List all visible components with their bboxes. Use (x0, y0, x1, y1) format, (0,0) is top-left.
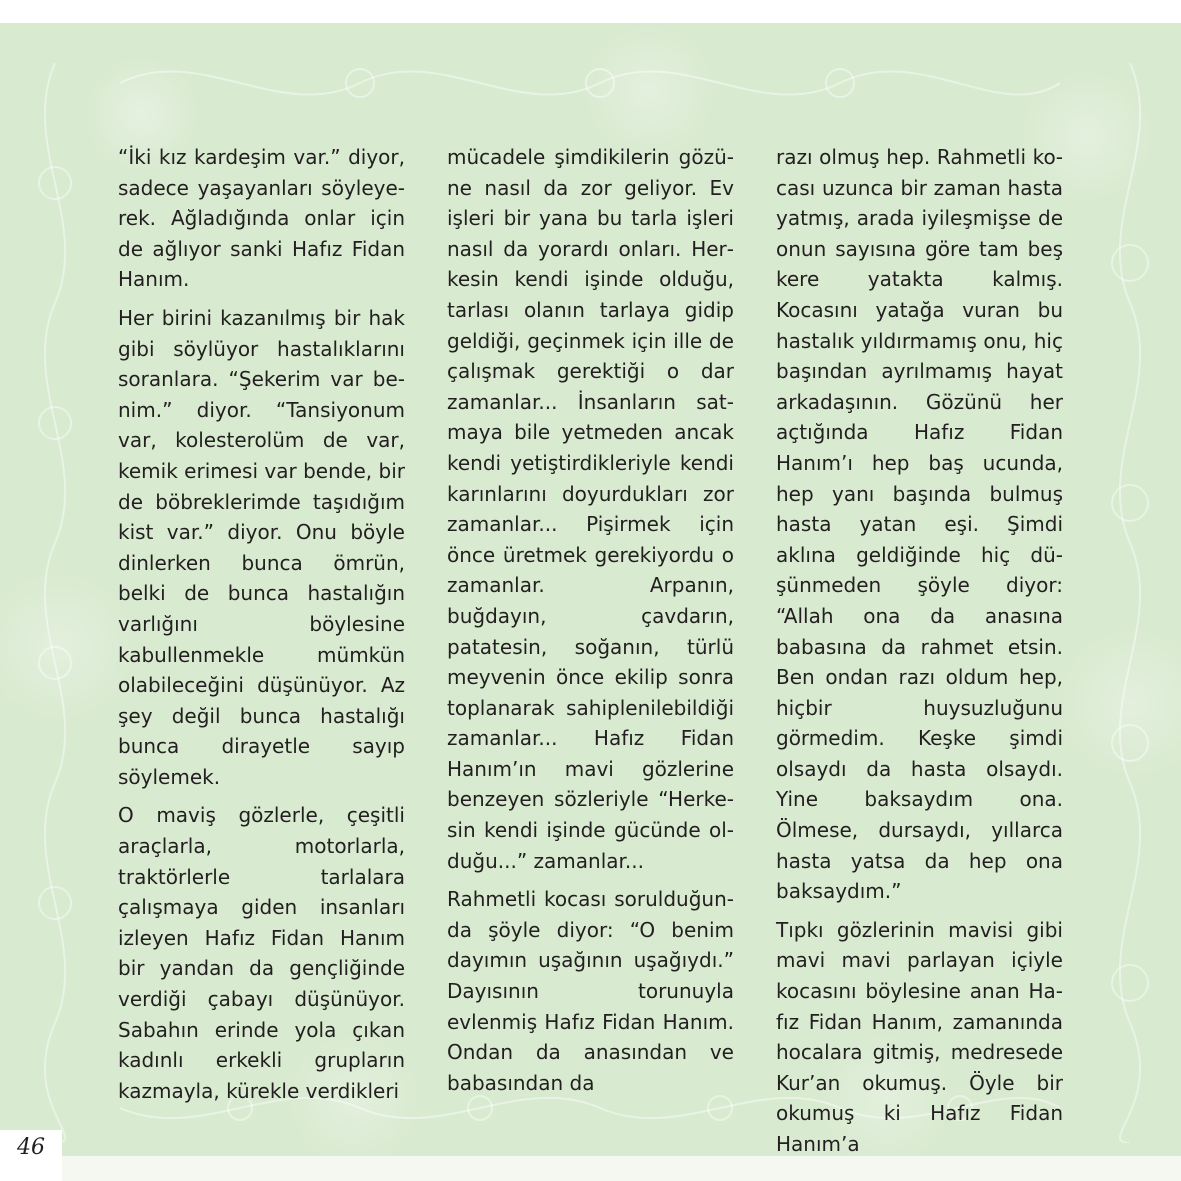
floral-ornament-right (1085, 63, 1175, 1143)
paragraph: mücadele şimdikilerin gözüne nasıl da zor geliyor. Ev işleri bir yana bu tarla işleri nasıl da yorardı onları. Herkesin kendi işinde olduğu, tarlası olanın tarlaya gidip geldiği, geçinmek için ille de çalışmak gerektiği o dar zamanlar... İnsanların satmaya bile yetmeden ancak kendi yetiştirdikleriyle kendi karınlarını doyurdukları zor zamanlar... Pişirmek için önce üretmek gerekiyordu o zamanlar. Arpanın, buğdayın, çavdarın, patatesin, soğanın, türlü meyvenin önce ekilip sonra toplanarak sahiplenilebildiği zamanlar... Hafız Fidan Hanım’ın mavi gözlerine benzeyen sözleriyle “Herkesin kendi işinde gücünde olduğu...” zamanlar... (447, 145, 734, 873)
paragraph: Rahmetli kocası sorulduğunda şöyle diyor: “O benim dayımın uşağının uşağıydı.” Dayısının torunuyla evlenmiş Hafız Fidan Hanım. Ondan da anasından ve babasından da (447, 887, 734, 1095)
text-column-3 (776, 142, 1063, 1168)
paragraph: razı olmuş hep. Rahmetli kocası uzunca bir zaman hasta yatmış, arada iyileşmişse de onun sayısına göre tam beş kere yatakta kalmış. Kocasını yatağa vuran bu hastalık yıldırmamış onu, hiç başından ayrılmamış hayat arkadaşının. Gözünü her açtığında Hafız Fidan Hanım’ı hep baş ucunda, hep yanı başında bulmuş hasta yatan eşi. Şimdi aklına geldiğinde hiç düşünmeden şöyle diyor: “Allah ona da anasına babasına da rahmet etsin. Ben ondan razı oldum hep, hiçbir huysuzluğunu görmedim. Keşke şimdi olsaydı da hasta olsaydı. Yine baksaydım ona. Ölmese, dursaydı, yıllarca hasta yatsa da hep ona baksaydım.” (776, 145, 1063, 904)
paragraph: “İki kız kardeşim var.” diyor, sadece yaşayanları söyleyerek. Ağladığında onlar için de ağlıyor sanki Hafız Fidan Hanım. (118, 145, 405, 292)
paragraph: Tıpkı gözlerinin mavisi gibi mavi mavi parlayan içiyle kocasını böylesine anan Hafız Fidan Hanım, zamanında hocalara gitmiş, medresede Kur’an okumuş. Öyle bir okumuş ki Hafız Fidan Hanım’a (776, 917, 1063, 1156)
text-column-2 (447, 142, 734, 1106)
text-column-1 (118, 142, 405, 1114)
floral-ornament-top (120, 43, 1060, 123)
paragraph: O maviş gözlerle, çeşitli araçlarla, motorlarla, traktörlerle tarlalara çalışmaya giden insanları izleyen Hafız Fidan Hanım bir yandan da gençliğinde verdiği çabayı düşünüyor. Sabahın erinde yola çıkan kadınlı erkekli grupların kazmayla, kürekle verdikleri (118, 803, 405, 1103)
floral-ornament-left (10, 63, 100, 1143)
page-number: 46 (0, 1130, 62, 1164)
paragraph: Her birini kazanılmış bir hak gibi söylüyor hastalıklarını soranlara. “Şekerim var benim.” diyor. “Tansiyonum var, kolesterolüm de var, kemik erimesi var bende, bir de böbreklerimde taşıdığım kist var.” diyor. Onu böyle dinlerken bunca ömrün, belki de bunca hastalığın varlığını böylesine kabullenmekle mümkün olabileceğini düşünüyor. Az şey değil bunca hastalığı bunca dirayetle sayıp söylemek. (118, 305, 405, 789)
bottom-margin (62, 1156, 1181, 1181)
